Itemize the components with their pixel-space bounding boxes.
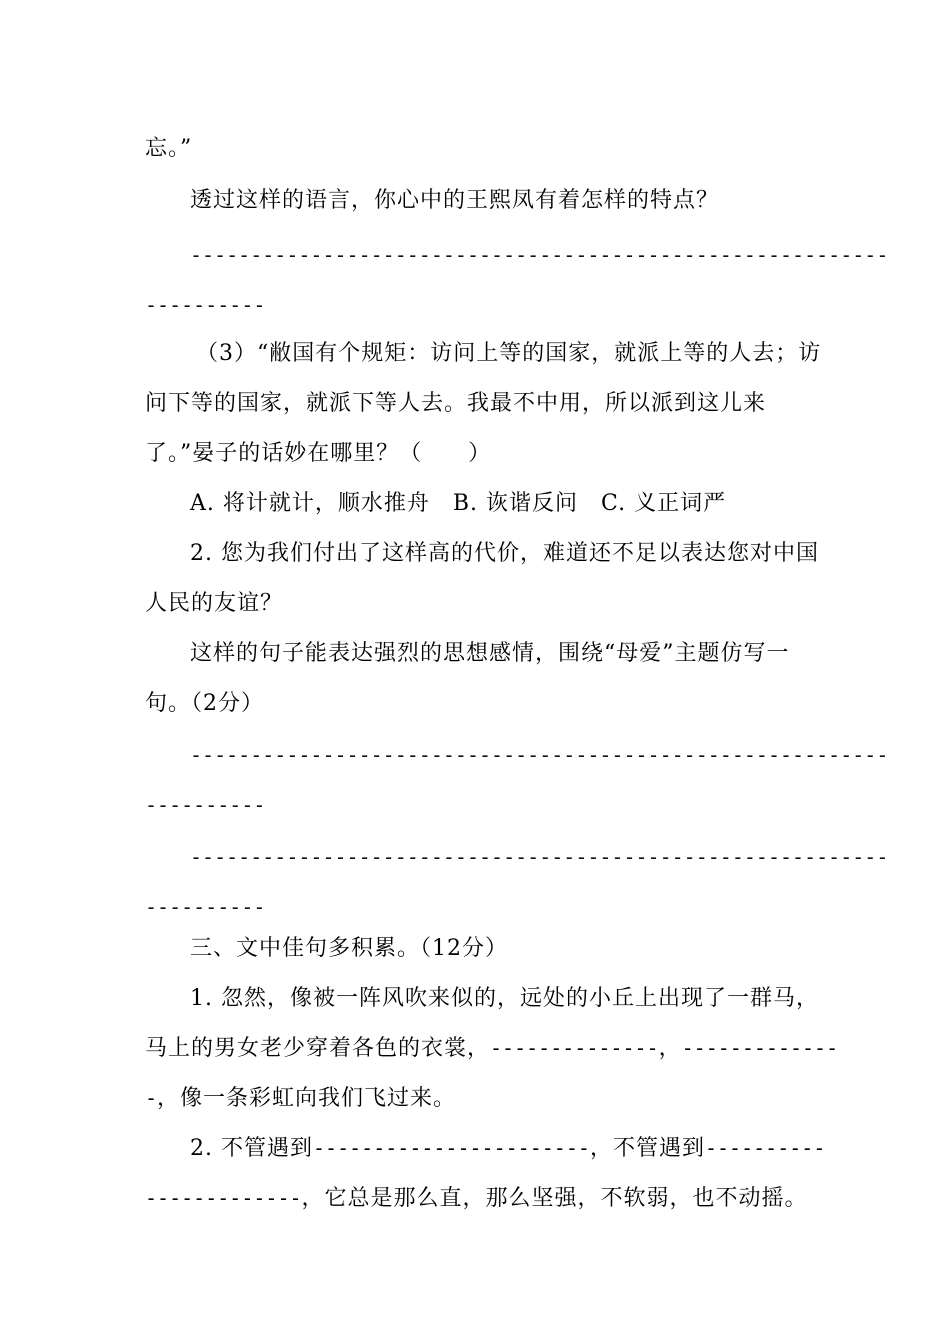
answer-blank-line: ---------------------------------------------------------- bbox=[190, 243, 889, 267]
question-wangxifeng: 透过这样的语言，你心中的王熙凤有着怎样的特点？ bbox=[190, 188, 720, 213]
fill-blank-4: ---------- bbox=[704, 1136, 826, 1160]
fill-blank-1: -------------- bbox=[490, 1036, 659, 1060]
answer-blank-line-cont: ---------- bbox=[145, 793, 266, 817]
answer-blank-line: ---------------------------------------------------------- bbox=[190, 743, 889, 767]
item-2-line-1: 2. 您为我们付出了这样高的代价，难道还不足以表达您对中国 bbox=[190, 541, 819, 566]
answer-blank-line-cont: ---------- bbox=[145, 293, 266, 317]
item-2-instruction-2: 句。（2分） bbox=[145, 691, 264, 716]
text-segment: ， bbox=[658, 1036, 682, 1061]
fill-blank-2: ------------- bbox=[681, 1036, 839, 1060]
section-3-item-1-line-1: 1. 忽然，像被一阵风吹来似的，远处的小丘上出现了一群马， bbox=[190, 986, 819, 1011]
question-3-line-3: 了。”晏子的话妙在哪里？（ ） bbox=[145, 441, 492, 466]
text-segment: ，它总是那么直，那么坚强，不软弱，也不动摇。 bbox=[301, 1186, 808, 1211]
text-segment: 2. 不管遇到 bbox=[190, 1136, 313, 1161]
answer-blank-line-cont: ---------- bbox=[145, 895, 266, 919]
section-3-item-2-line-1 bbox=[190, 1138, 825, 1160]
section-3-item-2-line-2 bbox=[145, 1188, 808, 1210]
section-3-item-1-line-2 bbox=[145, 1038, 838, 1060]
section-3-item-1-line-3 bbox=[145, 1088, 456, 1110]
text-segment: ，像一条彩虹向我们飞过来。 bbox=[157, 1086, 457, 1111]
text-segment: 马上的男女老少穿着各色的衣裳， bbox=[145, 1036, 491, 1061]
text-line-1: 忘。” bbox=[145, 136, 193, 161]
item-2-line-2: 人民的友谊？ bbox=[145, 591, 284, 616]
fill-blank-3: ----------------------- bbox=[312, 1136, 590, 1160]
question-3-line-2: 问下等的国家，就派下等人去。我最不中用，所以派到这儿来 bbox=[145, 391, 767, 416]
section-3-heading: 三、文中佳句多积累。（12分） bbox=[190, 936, 508, 961]
question-3-line-1: （3）“敝国有个规矩：访问上等的国家，就派上等的人去；访 bbox=[196, 341, 822, 366]
fill-blank-4-cont: ------------- bbox=[145, 1186, 302, 1210]
text-segment: ，不管遇到 bbox=[589, 1136, 705, 1161]
question-3-options: A. 将计就计，顺水推舟 B. 诙谐反问 C. 义正词严 bbox=[190, 491, 727, 516]
fill-blank-2-cont: - bbox=[145, 1086, 158, 1110]
answer-blank-line: ---------------------------------------------------------- bbox=[190, 845, 889, 869]
item-2-instruction-1: 这样的句子能表达强烈的思想感情，围绕“母爱”主题仿写一 bbox=[190, 641, 790, 666]
